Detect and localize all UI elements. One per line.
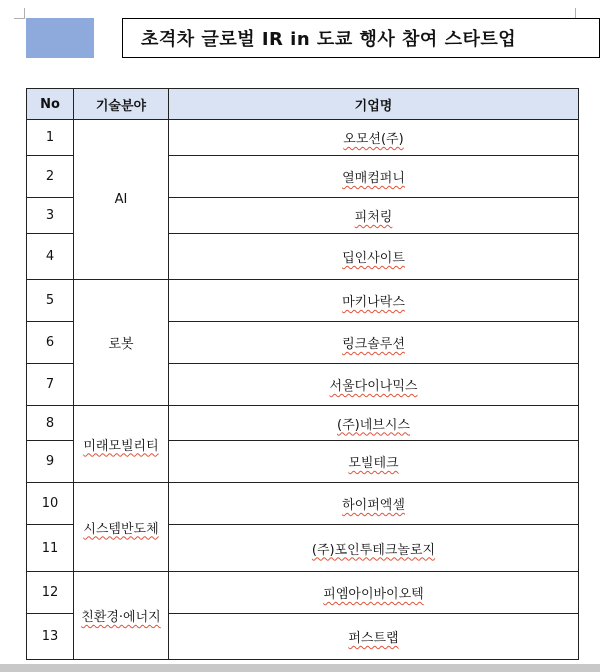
company-cell xyxy=(169,406,579,441)
company-name: 딥인사이트 xyxy=(342,251,405,266)
row-no: 6 xyxy=(27,322,74,364)
row-no: 4 xyxy=(27,234,74,280)
company-name: 오모션(주) xyxy=(343,132,404,147)
window-bottom-bar xyxy=(0,664,600,672)
row-no: 13 xyxy=(27,614,74,660)
company-name: 하이퍼엑셀 xyxy=(342,498,405,513)
company-name: 피엠아이바이오텍 xyxy=(323,587,424,602)
startup-table xyxy=(26,88,579,660)
company-cell xyxy=(169,280,579,322)
company-cell xyxy=(169,614,579,660)
field-cell-ai: AI xyxy=(74,120,169,280)
row-no: 3 xyxy=(27,198,74,234)
company-cell xyxy=(169,234,579,280)
company-name: 마키나락스 xyxy=(342,295,405,310)
row-no: 12 xyxy=(27,572,74,614)
company-name: 링크솔루션 xyxy=(342,337,405,352)
company-cell xyxy=(169,572,579,614)
title-box xyxy=(122,18,600,58)
row-no: 10 xyxy=(27,483,74,525)
row-no: 7 xyxy=(27,364,74,406)
page-corner-mark-left xyxy=(14,8,25,19)
row-no: 5 xyxy=(27,280,74,322)
title-accent-block xyxy=(26,18,94,58)
header-no: No xyxy=(27,89,74,120)
field-cell-mobility xyxy=(74,406,169,483)
row-no: 8 xyxy=(27,406,74,441)
company-name: 열매컴퍼니 xyxy=(342,171,405,186)
company-name: 피처링 xyxy=(354,210,393,225)
company-cell xyxy=(169,483,579,525)
company-cell xyxy=(169,198,579,234)
field-cell-energy xyxy=(74,572,169,660)
header-field: 기술분야 xyxy=(74,89,169,120)
field-label: 시스템반도체 xyxy=(83,521,159,537)
company-cell xyxy=(169,525,579,572)
field-cell-semiconductor xyxy=(74,483,169,572)
field-cell-robot: 로봇 xyxy=(74,280,169,406)
field-label: 미래모빌리티 xyxy=(83,438,159,454)
company-cell xyxy=(169,156,579,198)
table-row xyxy=(27,120,579,156)
page-title: 초격차 글로벌 IR in 도쿄 행사 참여 스타트업 xyxy=(141,29,517,50)
table-row xyxy=(27,406,579,441)
company-name: (주)네브시스 xyxy=(337,417,410,433)
table-header-row xyxy=(27,89,579,120)
field-label: 친환경·에너지 xyxy=(81,610,161,625)
company-name: (주)포인투테크놀로지 xyxy=(311,542,436,558)
row-no: 11 xyxy=(27,525,74,572)
title-bar xyxy=(26,18,582,58)
header-company: 기업명 xyxy=(169,89,579,120)
table-row xyxy=(27,280,579,322)
table-row xyxy=(27,572,579,614)
row-no: 9 xyxy=(27,441,74,483)
company-cell xyxy=(169,364,579,406)
company-cell xyxy=(169,322,579,364)
row-no: 1 xyxy=(27,120,74,156)
company-cell xyxy=(169,120,579,156)
row-no: 2 xyxy=(27,156,74,198)
company-name: 서울다이나믹스 xyxy=(329,379,418,394)
company-cell xyxy=(169,441,579,483)
company-name: 모빌테크 xyxy=(348,456,399,471)
company-name: 퍼스트랩 xyxy=(348,631,399,646)
table-row xyxy=(27,483,579,525)
